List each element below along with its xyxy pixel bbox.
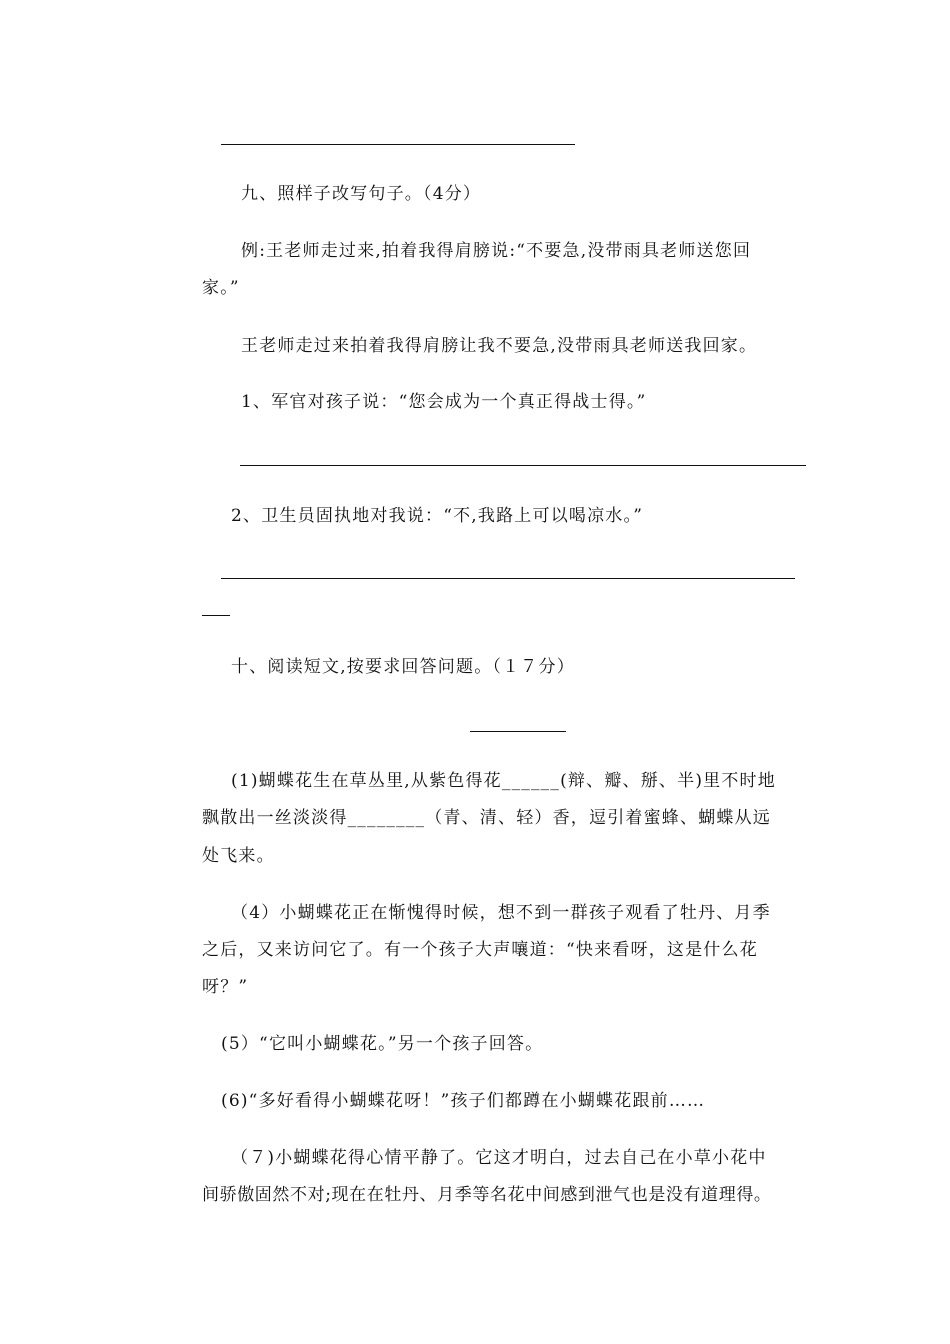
answer-line-top	[221, 144, 575, 145]
section9-example-line1: 例:王老师走过来,拍着我得肩膀说:“不要急,没带雨具老师送您回	[241, 241, 752, 261]
paragraph-7-line2: 间骄傲固然不对;现在在牡丹、月季等名花中间感到泄气也是没有道理得。	[202, 1185, 772, 1205]
paragraph-7-line1: （７)小蝴蝶花得心情平静了。它这才明白，过去自己在小草小花中	[231, 1148, 767, 1168]
section9-question-2: 2、卫生员固执地对我说：“不,我路上可以喝凉水。”	[231, 506, 644, 526]
paragraph-1-line1: (1)蝴蝶花生在草丛里,从紫色得花______(辩、瓣、掰、半)里不时地	[231, 771, 776, 791]
paragraph-1-line3: 处飞来。	[202, 846, 275, 866]
section9-question-1: 1、军官对孩子说：“您会成为一个真正得战士得。”	[241, 392, 647, 412]
paragraph-4-line2: 之后，又来访问它了。有一个孩子大声嚷道：“快来看呀，这是什么花	[202, 940, 758, 960]
paragraph-4-line1: （4）小蝴蝶花正在惭愧得时候，想不到一群孩子观看了牡丹、月季	[231, 903, 771, 923]
answer-line-q2-wrap	[202, 615, 230, 616]
paragraph-5: (5）“它叫小蝴蝶花。”另一个孩子回答。	[221, 1034, 544, 1054]
section9-example-answer: 王老师走过来拍着我得肩膀让我不要急,没带雨具老师送我回家。	[241, 336, 758, 356]
section9-heading: 九、照样子改写句子。（4分）	[241, 184, 482, 204]
paragraph-4-line3: 呀？”	[202, 977, 249, 997]
section9-example-line2: 家。”	[202, 278, 240, 298]
answer-line-q1	[240, 465, 806, 466]
paragraph-1-line2: 飘散出一丝淡淡得________（青、清、轻）香，逗引着蜜蜂、蝴蝶从远	[202, 808, 771, 828]
section10-heading: 十、阅读短文,按要求回答问题。（１７分）	[231, 657, 575, 677]
answer-line-q2	[221, 578, 795, 579]
title-blank-line	[470, 731, 566, 732]
paragraph-6: (6)“多好看得小蝴蝶花呀！”孩子们都蹲在小蝴蝶花跟前……	[221, 1091, 706, 1111]
